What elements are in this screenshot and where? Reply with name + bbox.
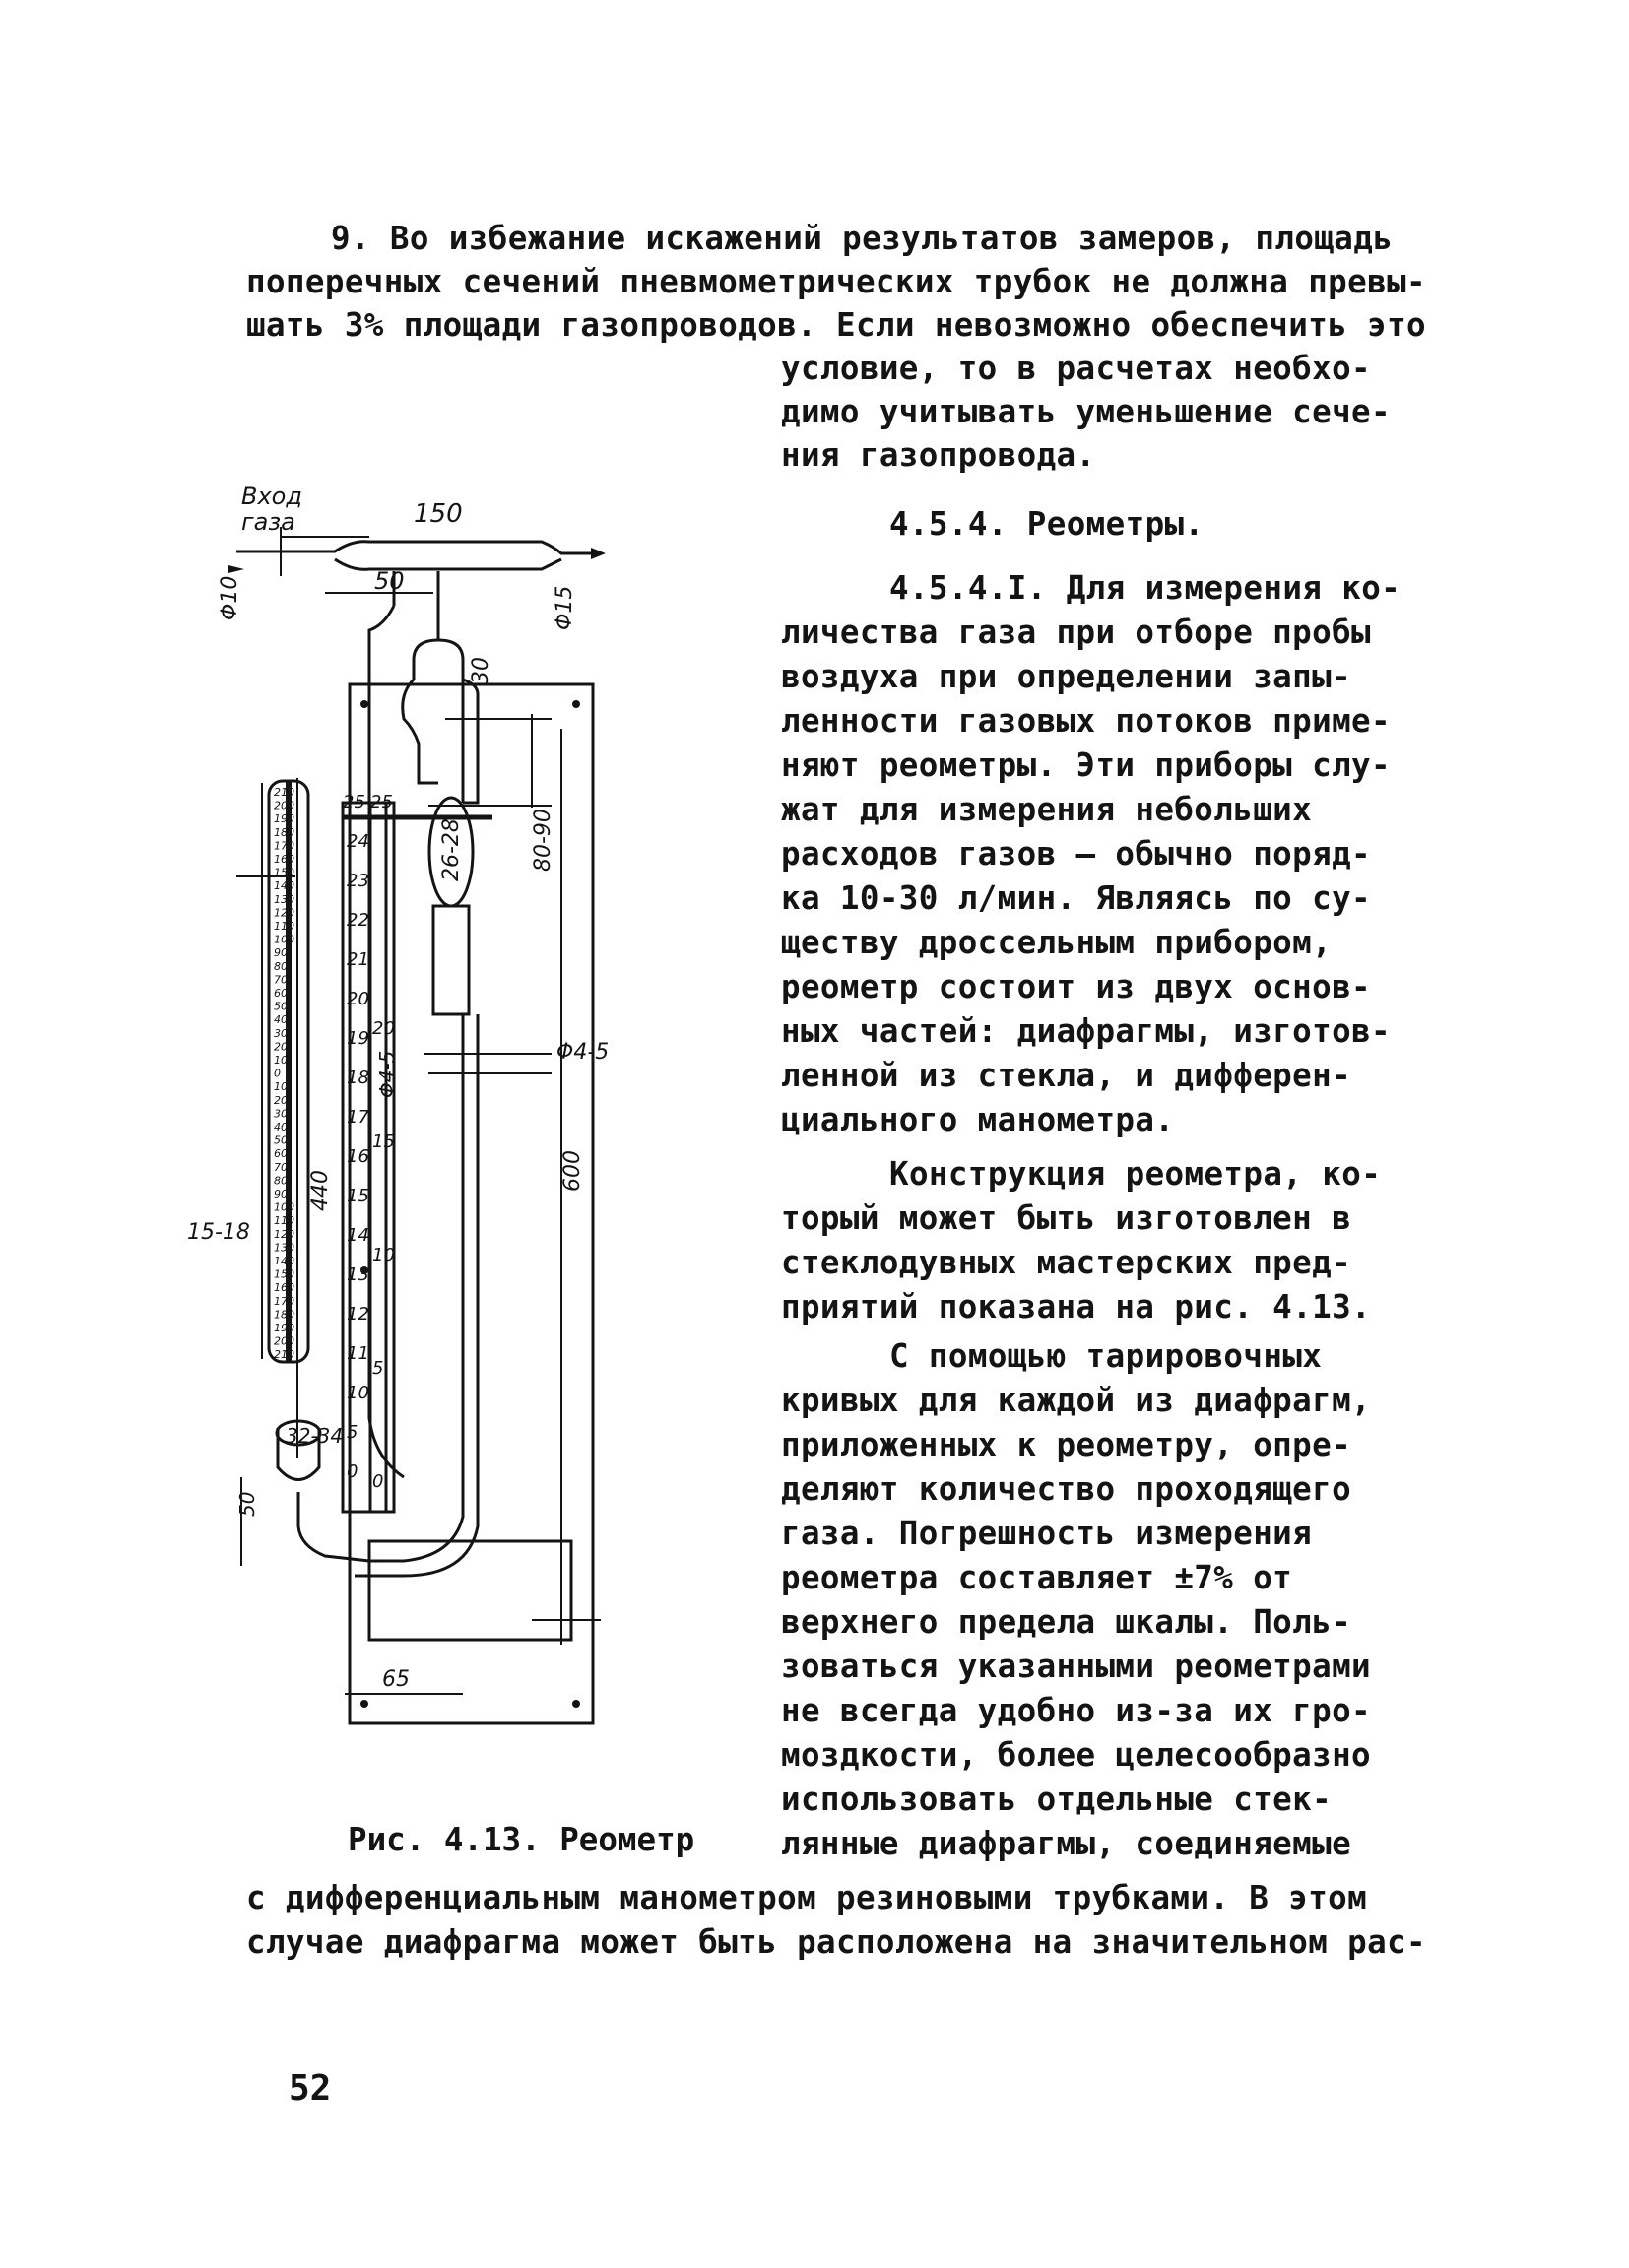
text-line: моздкости, более целесообразно xyxy=(781,1736,1371,1774)
figure-caption: Рис. 4.13. Реометр xyxy=(348,1821,695,1858)
scale-label: 18 xyxy=(347,1068,369,1088)
small-scale-label: 120 xyxy=(274,906,294,920)
scale-label: 19 xyxy=(347,1028,369,1049)
small-scale-label: 80 xyxy=(274,1174,288,1188)
scale-left-group xyxy=(347,831,369,1482)
text-line: ленности газовых потоков приме- xyxy=(781,702,1391,740)
rheometer-figure xyxy=(187,483,709,1851)
small-scale-label: 130 xyxy=(274,1241,294,1255)
small-scale-label: 10 xyxy=(274,1054,288,1067)
dim-32-34: 32-34 xyxy=(286,1424,344,1448)
small-scale-label: 20 xyxy=(274,1093,288,1107)
small-scale-label: 180 xyxy=(274,1308,294,1322)
page-number: 52 xyxy=(289,2068,332,2108)
text-line: стеклодувных мастерских пред- xyxy=(781,1244,1352,1281)
scale-right-top: 25 xyxy=(370,792,393,812)
scale-label: 20 xyxy=(347,989,369,1009)
scale-label: 10 xyxy=(347,1383,369,1403)
scale-label: 11 xyxy=(347,1343,369,1364)
small-scale-label: 160 xyxy=(274,853,294,866)
small-scale-label: 110 xyxy=(274,1214,294,1228)
scale-label: 20 xyxy=(372,1018,395,1039)
small-scale-label: 210 xyxy=(274,786,294,799)
small-scale-label: 180 xyxy=(274,825,294,839)
scale-label: 15 xyxy=(372,1132,395,1152)
text-line: жат для измерения небольших xyxy=(781,791,1313,828)
scale-label: 0 xyxy=(347,1461,358,1482)
small-scale-label: 140 xyxy=(274,1255,294,1267)
text-line: ленной из стекла, и дифферен- xyxy=(781,1057,1352,1094)
dim-d10: Φ10 xyxy=(218,575,242,620)
dim-150: 150 xyxy=(414,499,463,529)
scale-label: 12 xyxy=(347,1304,369,1325)
scale-label: 14 xyxy=(347,1225,369,1246)
text-line: поперечных сечений пневмометрических трубок не должна превы- xyxy=(246,263,1426,300)
dim-50-low: 50 xyxy=(235,1491,259,1517)
small-scale-label: 50 xyxy=(274,1134,288,1147)
scale-label: 13 xyxy=(347,1264,369,1285)
text-line: приложенных к реометру, опре- xyxy=(781,1426,1352,1463)
scale-label: 5 xyxy=(372,1358,384,1379)
small-scale-label: 190 xyxy=(274,1322,294,1334)
small-scale-label: 30 xyxy=(274,1026,288,1040)
scale-label: 15 xyxy=(347,1186,369,1206)
scale-label: 16 xyxy=(347,1146,369,1167)
small-scale-label: 170 xyxy=(274,1294,294,1308)
mount-plate xyxy=(369,1541,571,1640)
small-scale-label: 200 xyxy=(274,1334,294,1348)
section-heading: 4.5.4. Реометры. xyxy=(889,505,1205,543)
text-line: ных частей: диафрагмы, изготов- xyxy=(781,1012,1391,1050)
small-scale-label: 90 xyxy=(274,1188,288,1200)
scale-label: 10 xyxy=(372,1245,395,1265)
scale-label: 0 xyxy=(372,1471,384,1492)
text-line: С помощью тарировочных xyxy=(889,1337,1323,1375)
text-line: циального манометра. xyxy=(781,1101,1175,1138)
text-line: реометра составляет ±7% от xyxy=(781,1559,1293,1596)
text-line: ния газопровода. xyxy=(781,436,1096,474)
text-line: не всегда удобно из-за их гро- xyxy=(781,1692,1371,1729)
inlet-label-1: Вход xyxy=(241,483,302,510)
text-line: случае диафрагма может быть расположена на значительном рас- xyxy=(246,1923,1426,1961)
small-scale-label: 130 xyxy=(274,892,294,906)
small-scale-label: 40 xyxy=(274,1013,288,1027)
dim-d4-5-b: Φ4-5 xyxy=(556,1040,610,1065)
small-scale-label: 10 xyxy=(274,1080,288,1094)
small-scale-label: 150 xyxy=(274,1267,294,1281)
dim-600: 600 xyxy=(560,1150,585,1192)
small-scale-label: 40 xyxy=(274,1121,288,1134)
text-line: зоваться указанными реометрами xyxy=(781,1648,1371,1685)
text-line: воздуха при определении запы- xyxy=(781,658,1352,695)
text-line: личества газа при отборе пробы xyxy=(781,614,1371,651)
text-line: расходов газов – обычно поряд- xyxy=(781,835,1371,873)
text-line: Конструкция реометра, ко- xyxy=(889,1155,1382,1193)
small-scale-label: 50 xyxy=(274,1000,288,1013)
small-scale-label: 100 xyxy=(274,1200,294,1214)
dim-d15: Φ15 xyxy=(553,585,577,630)
scale-label: 22 xyxy=(347,910,369,931)
dim-65: 65 xyxy=(382,1667,410,1692)
text-line: условие, то в расчетах необхо- xyxy=(781,350,1371,387)
text-line: лянные диафрагмы, соединяемые xyxy=(781,1825,1352,1862)
text-line: газа. Погрешность измерения xyxy=(781,1515,1313,1552)
dim-26-28: 26-28 xyxy=(439,818,464,881)
dim-30: 30 xyxy=(469,657,493,684)
small-scale-label: 70 xyxy=(274,973,288,987)
text-line: ществу дроссельным прибором, xyxy=(781,924,1333,961)
small-scale-label: 110 xyxy=(274,920,294,933)
text-line: верхнего предела шкалы. Поль- xyxy=(781,1603,1352,1641)
text-line: шать 3% площади газопроводов. Если невозможно обеспечить это xyxy=(246,306,1426,344)
inlet-label-2: газа xyxy=(241,508,295,536)
small-scale-label: 80 xyxy=(274,959,288,973)
small-scale-label: 120 xyxy=(274,1227,294,1241)
small-scale-label: 200 xyxy=(274,799,294,812)
dim-80-90: 80-90 xyxy=(531,809,555,872)
small-scale-label: 190 xyxy=(274,812,294,826)
scale-label: 24 xyxy=(347,831,369,852)
small-scale-label: 90 xyxy=(274,946,288,960)
text-line: 4.5.4.I. Для измерения ко- xyxy=(889,569,1401,607)
scale-left-top: 25 xyxy=(343,792,365,812)
small-scale-label: 60 xyxy=(274,1147,288,1161)
text-line: деляют количество проходящего xyxy=(781,1470,1352,1508)
scale-label: 21 xyxy=(347,949,369,970)
small-scale-label: 210 xyxy=(274,1348,294,1362)
text-line: приятий показана на рис. 4.13. xyxy=(781,1288,1371,1326)
dim-15-18: 15-18 xyxy=(187,1220,250,1245)
text-line: няют реометры. Эти приборы слу- xyxy=(781,746,1391,784)
small-scale-label: 170 xyxy=(274,839,294,853)
inlet-pipe xyxy=(236,542,601,553)
scale-label: 5 xyxy=(347,1422,358,1443)
scale-label: 23 xyxy=(347,871,369,891)
text-line: с дифференциальным манометром резиновыми трубками. В этом xyxy=(246,1879,1368,1916)
dim-d4-5-a: Φ4-5 xyxy=(375,1050,399,1098)
text-line: димо учитывать уменьшение сече- xyxy=(781,393,1391,430)
small-scale-label: 150 xyxy=(274,866,294,879)
text-line: реометр состоит из двух основ- xyxy=(781,968,1371,1005)
small-scale-label: 70 xyxy=(274,1160,288,1174)
small-scale-label: 100 xyxy=(274,933,294,946)
text-line: ка 10-30 л/мин. Являясь по су- xyxy=(781,879,1371,917)
dim-50: 50 xyxy=(374,567,405,595)
small-scale-label: 0 xyxy=(274,1067,281,1080)
small-scale-label: 140 xyxy=(274,879,294,893)
text-line: кривых для каждой из диафрагм, xyxy=(781,1382,1371,1419)
text-line: торый может быть изготовлен в xyxy=(781,1199,1352,1237)
text-line: использовать отдельные стек- xyxy=(781,1781,1333,1818)
small-scale-label: 20 xyxy=(274,1040,288,1054)
text-line: 9. Во избежание искажений результатов замеров, площадь xyxy=(331,220,1394,257)
dim-440: 440 xyxy=(308,1170,333,1211)
small-scale-label: 30 xyxy=(274,1107,288,1121)
scale-label: 17 xyxy=(347,1107,369,1128)
small-scale-label: 160 xyxy=(274,1281,294,1295)
diaphragm-tube xyxy=(403,611,438,783)
small-scale-label: 60 xyxy=(274,987,288,1000)
